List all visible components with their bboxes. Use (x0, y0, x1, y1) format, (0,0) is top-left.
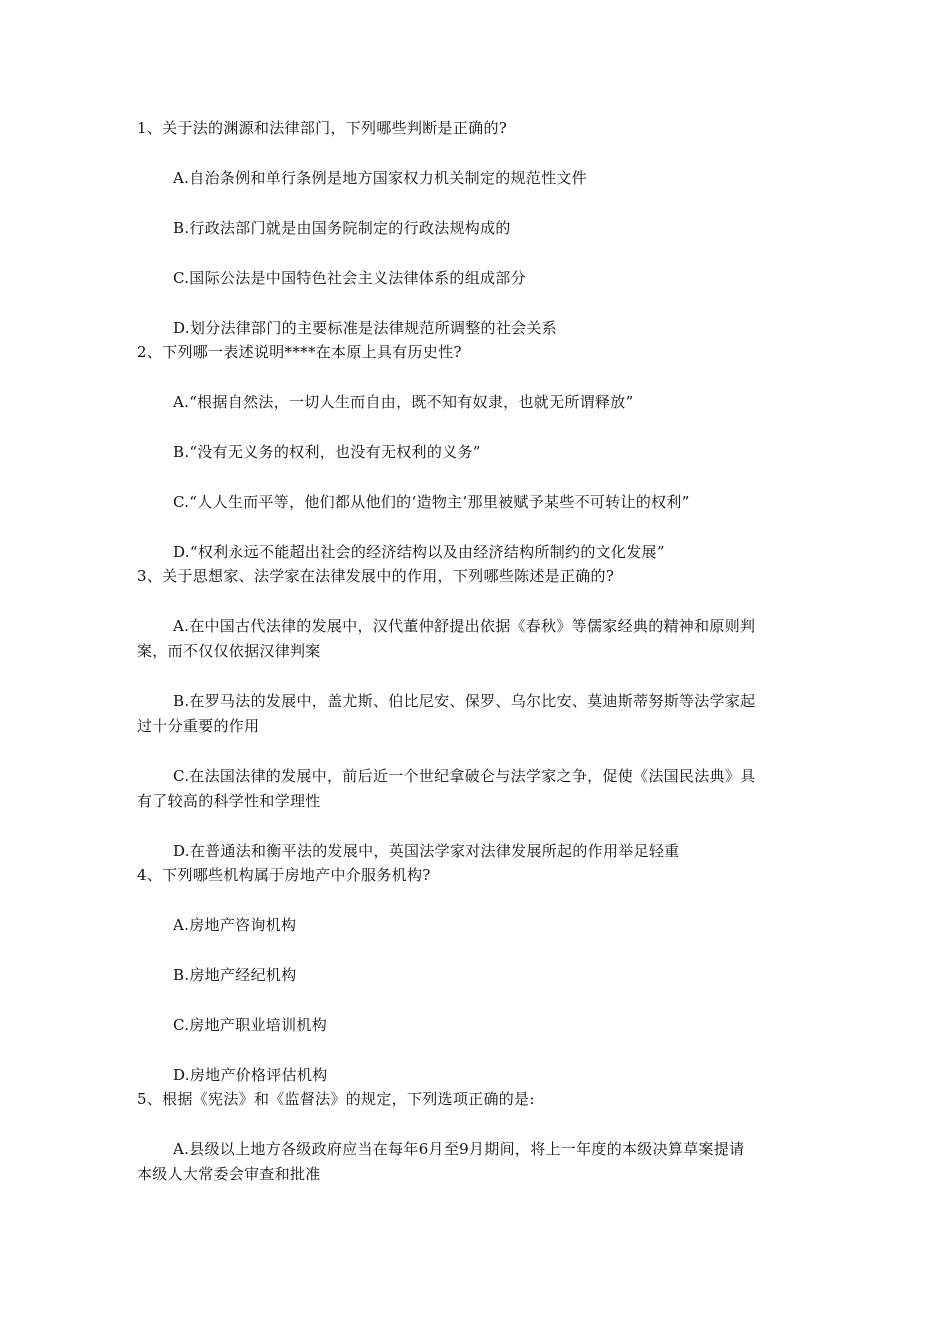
question-4-option-c: C.房地产职业培训机构 (173, 1016, 328, 1034)
question-3-option-a-line-1: A.在中国古代法律的发展中，汉代董仲舒提出依据《春秋》等儒家经典的精神和原则判 (173, 617, 756, 635)
question-3-option-d: D.在普通法和衡平法的发展中，英国法学家对法律发展所起的作用举足轻重 (173, 842, 680, 860)
question-5-option-a-line-2: 本级人大常委会审查和批准 (137, 1165, 321, 1183)
question-4-option-a: A.房地产咨询机构 (173, 916, 297, 934)
question-2-option-c: C.“人人生而平等，他们都从他们的‘造物主’那里被赋予某些不可转让的权利” (173, 493, 690, 511)
question-2-option-b: B.“没有无义务的权利，也没有无权利的义务” (173, 443, 481, 461)
question-4-option-b: B.房地产经纪机构 (173, 966, 297, 984)
question-4-stem: 4、下列哪些机构属于房地产中介服务机构? (137, 866, 431, 884)
question-1-option-b: B.行政法部门就是由国务院制定的行政法规构成的 (173, 219, 511, 237)
question-3-option-a-line-2: 案，而不仅仅依据汉律判案 (137, 642, 321, 660)
question-1-stem: 1、关于法的渊源和法律部门，下列哪些判断是正确的? (137, 119, 508, 137)
question-5-option-a-line-1: A.县级以上地方各级政府应当在每年6月至9月期间，将上一年度的本级决算草案提请 (173, 1140, 745, 1158)
question-2-option-d: D.“权利永远不能超出社会的经济结构以及由经济结构所制约的文化发展” (173, 543, 665, 561)
question-3-option-c-line-1: C.在法国法律的发展中，前后近一个世纪拿破仑与法学家之争，促使《法国民法典》具 (173, 767, 756, 785)
question-4-option-d: D.房地产价格评估机构 (173, 1066, 328, 1084)
question-2-stem: 2、下列哪一表述说明****在本原上具有历史性? (137, 343, 462, 361)
question-3-option-c-line-2: 有了较高的科学性和学理性 (137, 792, 321, 810)
question-5-stem: 5、根据《宪法》和《监督法》的规定，下列选项正确的是: (137, 1090, 535, 1108)
question-1-option-a: A.自治条例和单行条例是地方国家权力机关制定的规范性文件 (173, 169, 588, 187)
question-3-option-b-line-2: 过十分重要的作用 (137, 717, 260, 735)
question-1-option-d: D.划分法律部门的主要标准是法律规范所调整的社会关系 (173, 319, 558, 337)
question-1-option-c: C.国际公法是中国特色社会主义法律体系的组成部分 (173, 269, 526, 287)
question-3-option-b-line-1: B.在罗马法的发展中，盖尤斯、伯比尼安、保罗、乌尔比安、莫迪斯蒂努斯等法学家起 (173, 692, 756, 710)
question-3-stem: 3、关于思想家、法学家在法律发展中的作用，下列哪些陈述是正确的? (137, 567, 615, 585)
question-2-option-a: A.“根据自然法，一切人生而自由，既不知有奴隶，也就无所谓释放” (173, 393, 634, 411)
